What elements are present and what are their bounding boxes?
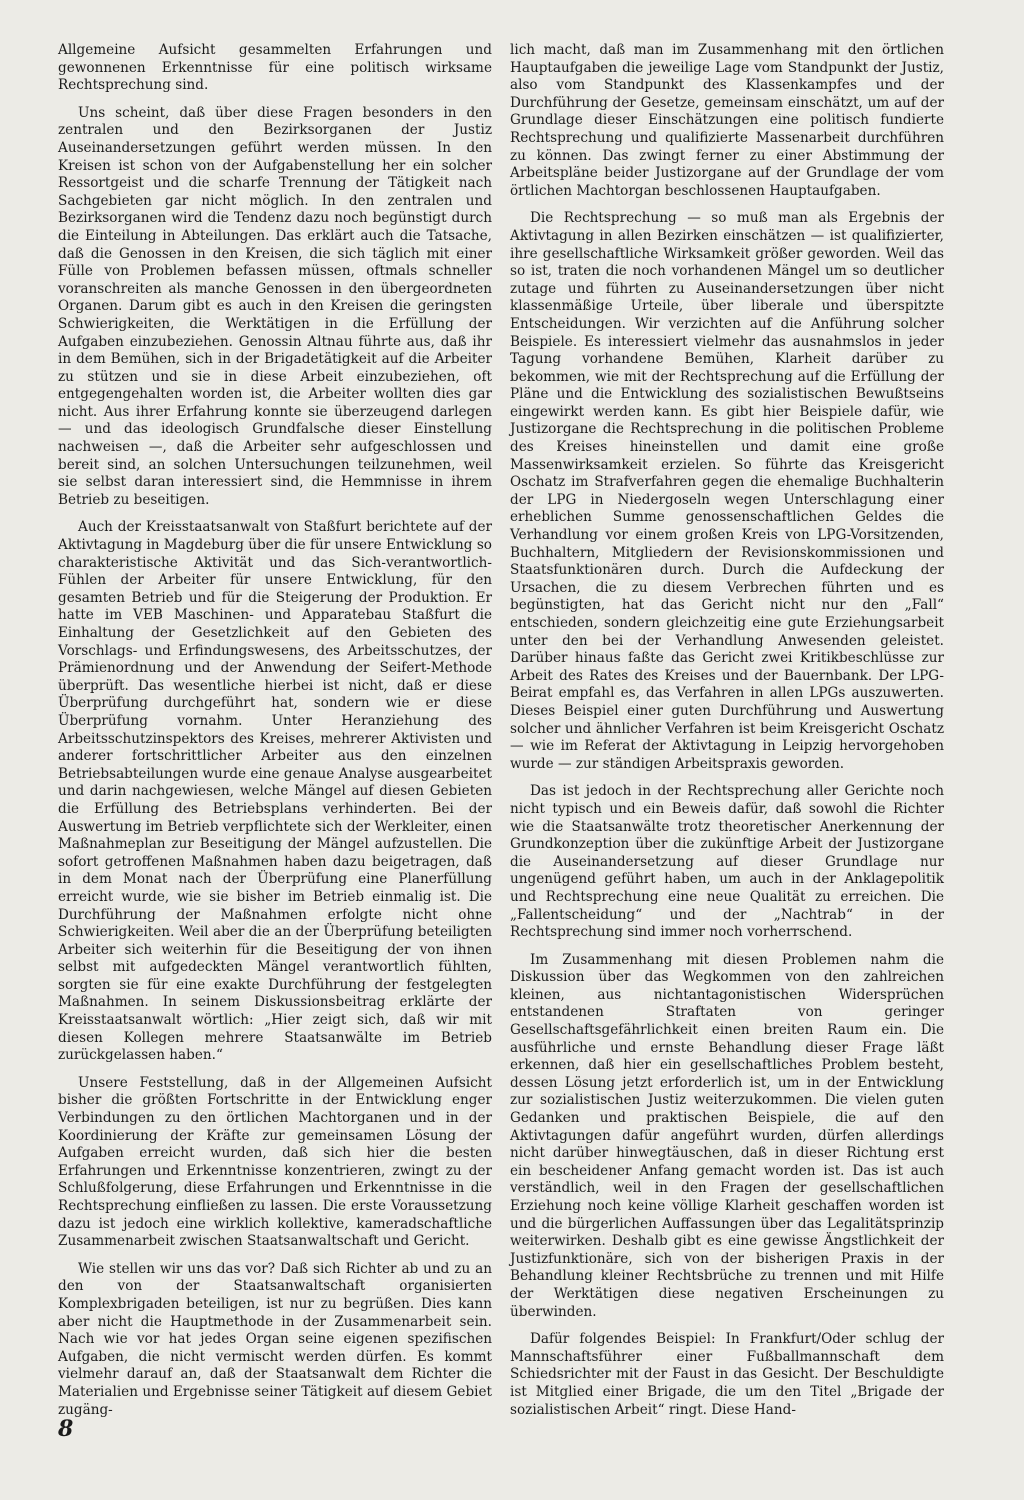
paragraph: Das ist jedoch in der Rechtsprechung aller Gerichte noch nicht typisch und ein Beweis dafür, daß sowohl die Richter wie die Staatsanwälte trotz theoretischer Anerkennung der Grundkonzeption über die zukünftige Arbeit der Justizorgane die Auseinandersetzung auf dieser Grundlage nur ungenügend geführt haben, um auch in der Anklagepolitik und Rechtsprechung eine neue Qualität zu erreichen. Die „Fallentscheidung“ und der „Nachtrab“ in der Rechtsprechung sind immer noch vorherrschend.: [510, 783, 944, 941]
page-number: 8: [58, 1416, 74, 1442]
paragraph: Allgemeine Aufsicht gesammelten Erfahrungen und gewonnenen Erkenntnisse für eine politisch wirksame Rechtsprechung sind.: [58, 42, 492, 94]
paragraph: Im Zusammenhang mit diesen Problemen nahm die Diskussion über das Wegkommen von den zahlreichen kleinen, aus nichtantagonistischen Widersprüchen entstandenen Straftaten von geringer Gesellschaftsgefährlichkeit einen breiten Raum ein. Die ausführliche und ernste Behandlung dieser Frage läßt erkennen, daß hier ein gesellschaftliches Problem besteht, dessen Lösung jetzt erforderlich ist, um in der Entwicklung zur sozialistischen Justiz weiterzukommen. Die vielen guten Gedanken und praktischen Beispiele, die auf den Aktivtagungen dafür angeführt wurden, dürfen allerdings nicht darüber hinwegtäuschen, daß in dieser Richtung erst ein bescheidener Anfang gemacht worden ist. Das ist auch verständlich, weil in den Fragen der gesellschaftlichen Erziehung noch keine völlige Klarheit geschaffen worden ist und die bürgerlichen Auffassungen über das Legalitätsprinzip weiterwirken. Deshalb gibt es eine gewisse Ängstlichkeit der Justizfunktionäre, sich von der bisherigen Praxis in der Behandlung kleiner Rechtsbrüche zu trennen und mit Hilfe der Werktätigen diese negativen Erscheinungen zu überwinden.: [510, 951, 944, 1320]
right-column: [510, 42, 944, 1429]
paragraph: Unsere Feststellung, daß in der Allgemeinen Aufsicht bisher die größten Fortschritte in der Entwicklung enger Verbindungen zu den örtlichen Machtorganen und in der Koordinierung der Kräfte zur gemeinsamen Lösung der Aufgaben erreicht wurden, daß sich hier die besten Erfahrungen und Erkenntnisse konzentrieren, zwingt zu der Schlußfolgerung, diese Erfahrungen und Erkenntnisse in die Rechtsprechung einfließen zu lassen. Die erste Voraussetzung dazu ist jedoch eine wirklich kollektive, kameradschaftliche Zusammenarbeit zwischen Staatsanwaltschaft und Gericht.: [58, 1074, 492, 1250]
paragraph: Die Rechtsprechung — so muß man als Ergebnis der Aktivtagung in allen Bezirken einschätzen — ist qualifizierter, ihre gesellschaftliche Wirksamkeit größer geworden. Weil das so ist, traten die noch vorhandenen Mängel um so deutlicher zutage und führten zu Auseinandersetzungen über nicht klassenmäßige Urteile, über liberale und überspitzte Entscheidungen. Wir verzichten auf die Anführung solcher Beispiele. Es interessiert vielmehr das ausnahmslos in jeder Tagung vorhandene Bemühen, Klarheit darüber zu bekommen, wie mit der Rechtsprechung auf die Erfüllung der Pläne und die Entwicklung des sozialistischen Bewußtseins eingewirkt werden kann. Es gibt hier Beispiele dafür, wie Justizorgane die Rechtsprechung in die politischen Probleme des Kreises hineinstellen und damit eine große Massenwirksamkeit erzielen. So führte das Kreisgericht Oschatz im Strafverfahren gegen die ehemalige Buchhalterin der LPG in Niedergoseln wegen Unterschlagung einer erheblichen Summe genossenschaftlichen Geldes die Verhandlung vor einem großen Kreis von LPG-Vorsitzenden, Buchhaltern, Mitgliedern der Revisionskommissionen und Staatsfunktionären durch. Durch die Aufdeckung der Ursachen, die zu diesem Verbrechen führten und es begünstigten, hat das Gericht nicht nur den „Fall“ entschieden, sondern gleichzeitig eine gute Erziehungsarbeit unter den bei der Verhandlung Anwesenden geleistet. Darüber hinaus faßte das Gericht zwei Kritikbeschlüsse zur Arbeit des Rates des Kreises und der Bauernbank. Der LPG-Beirat empfahl es, das Verfahren in allen LPGs auszuwerten. Dieses Beispiel einer guten Durchführung und Auswertung solcher und ähnlicher Verfahren ist beim Kreisgericht Oschatz — wie im Referat der Aktivtagung in Leipzig hervorgehoben wurde — zur ständigen Arbeitspraxis geworden.: [510, 210, 944, 772]
left-column: [58, 42, 492, 1429]
paragraph: Auch der Kreisstaatsanwalt von Staßfurt berichtete auf der Aktivtagung in Magdeburg über die für unsere Entwicklung so charakteristische Aktivität und das Sich-verantwortlich-Fühlen der Arbeiter für unsere Entwicklung, für den gesamten Betrieb und für die Steigerung der Produktion. Er hatte im VEB Maschinen- und Apparatebau Staßfurt die Einhaltung der Gesetzlichkeit auf den Gebieten des Vorschlags- und Erfindungswesens, des Arbeitsschutzes, der Prämienordnung und der Anwendung der Seifert-Methode überprüft. Das wesentliche hierbei ist nicht, daß er diese Überprüfung durchgeführt hat, sondern wie er diese Überprüfung vornahm. Unter Heranziehung des Arbeitsschutzinspektors des Kreises, mehrerer Aktivisten und anderer fortschrittlicher Arbeiter aus den einzelnen Betriebsabteilungen wurde eine genaue Analyse ausgearbeitet und darin nachgewiesen, welche Mängel auf diesen Gebieten die Erfüllung des Betriebsplans verhinderten. Bei der Auswertung im Betrieb verpflichtete sich der Werkleiter, einen Maßnahmeplan zur Beseitigung der Mängel aufzustellen. Die sofort getroffenen Maßnahmen haben dazu beigetragen, daß in dem Monat nach der Überprüfung eine Planerfüllung erreicht wurde, wie sie bisher im Betrieb einmalig ist. Die Durchführung der Maßnahmen erfolgte nicht ohne Schwierigkeiten. Weil aber die an der Überprüfung beteiligten Arbeiter sich weiterhin für die Beseitigung der von ihnen selbst mit aufgedeckten Mängel verantwortlich fühlten, sorgten sie für eine exakte Durchführung der festgelegten Maßnahmen. In seinem Diskussionsbeitrag erklärte der Kreisstaatsanwalt wörtlich: „Hier zeigt sich, daß wir mit diesen Kollegen mehrere Staatsanwälte im Betrieb zurückgelassen haben.“: [58, 519, 492, 1064]
paragraph: Uns scheint, daß über diese Fragen besonders in den zentralen und den Bezirksorganen der Justiz Auseinandersetzungen geführt werden müssen. In den Kreisen ist schon von der Aufgabenstellung her ein solcher Ressortgeist und die scharfe Trennung der Tätigkeit nach Sachgebieten gar nicht möglich. In den zentralen und Bezirksorganen wird die Tendenz dazu noch begünstigt durch die Einteilung in Abteilungen. Das erklärt auch die Tatsache, daß die Genossen in den Kreisen, die sich täglich mit einer Fülle von Problemen befassen müssen, oftmals schneller voranschreiten als manche Genossen in den übergeordneten Organen. Darum gibt es auch in den Kreisen die geringsten Schwierigkeiten, die Werktätigen in die Erfüllung der Aufgaben einzubeziehen. Genossin Altnau führte aus, daß ihr in dem Bemühen, sich in der Brigadetätigkeit auf die Arbeiter zu stützen und sie in diese Arbeit einzubeziehen, oft entgegengehalten worden ist, die Arbeiter wollten dies gar nicht. Aus ihrer Erfahrung konnte sie überzeugend darlegen — und das ideologisch Grundfalsche dieser Einstellung nachweisen —, daß die Arbeiter sehr aufgeschlossen und bereit sind, an solchen Untersuchungen teilzunehmen, weil sie selbst daran interessiert sind, die Hemmnisse in ihrem Betrieb zu beseitigen.: [58, 104, 492, 508]
paragraph: lich macht, daß man im Zusammenhang mit den örtlichen Hauptaufgaben die jeweilige Lage vom Standpunkt der Justiz, also vom Standpunkt des Klassenkampfes und der Durchführung der Gesetze, gemeinsam einschätzt, um auf der Grundlage dieser Einschätzungen eine politisch fundierte Rechtsprechung und qualifizierte Massenarbeit durchführen zu können. Das zwingt ferner zu einer Abstimmung der Arbeitspläne beider Justizorgane auf der Grundlage der vom örtlichen Machtorgan beschlossenen Hauptaufgaben.: [510, 42, 944, 199]
paragraph: Dafür folgendes Beispiel: In Frankfurt/Oder schlug der Mannschaftsführer einer Fußballmannschaft dem Schiedsrichter mit der Faust in das Gesicht. Der Beschuldigte ist Mitglied einer Brigade, die um den Titel „Brigade der sozialistischen Arbeit“ ringt. Diese Hand-: [510, 1331, 944, 1418]
paragraph: Wie stellen wir uns das vor? Daß sich Richter ab und zu an den von der Staatsanwaltschaft organisierten Komplexbrigaden beteiligen, ist nur zu begrüßen. Dies kann aber nicht die Hauptmethode in der Zusammenarbeit sein. Nach wie vor hat jedes Organ seine eigenen spezifischen Aufgaben, die nicht vermischt werden dürfen. Es kommt vielmehr darauf an, daß der Staatsanwalt dem Richter die Materialien und Ergebnisse seiner Tätigkeit auf diesem Gebiet zugäng-: [58, 1260, 492, 1418]
